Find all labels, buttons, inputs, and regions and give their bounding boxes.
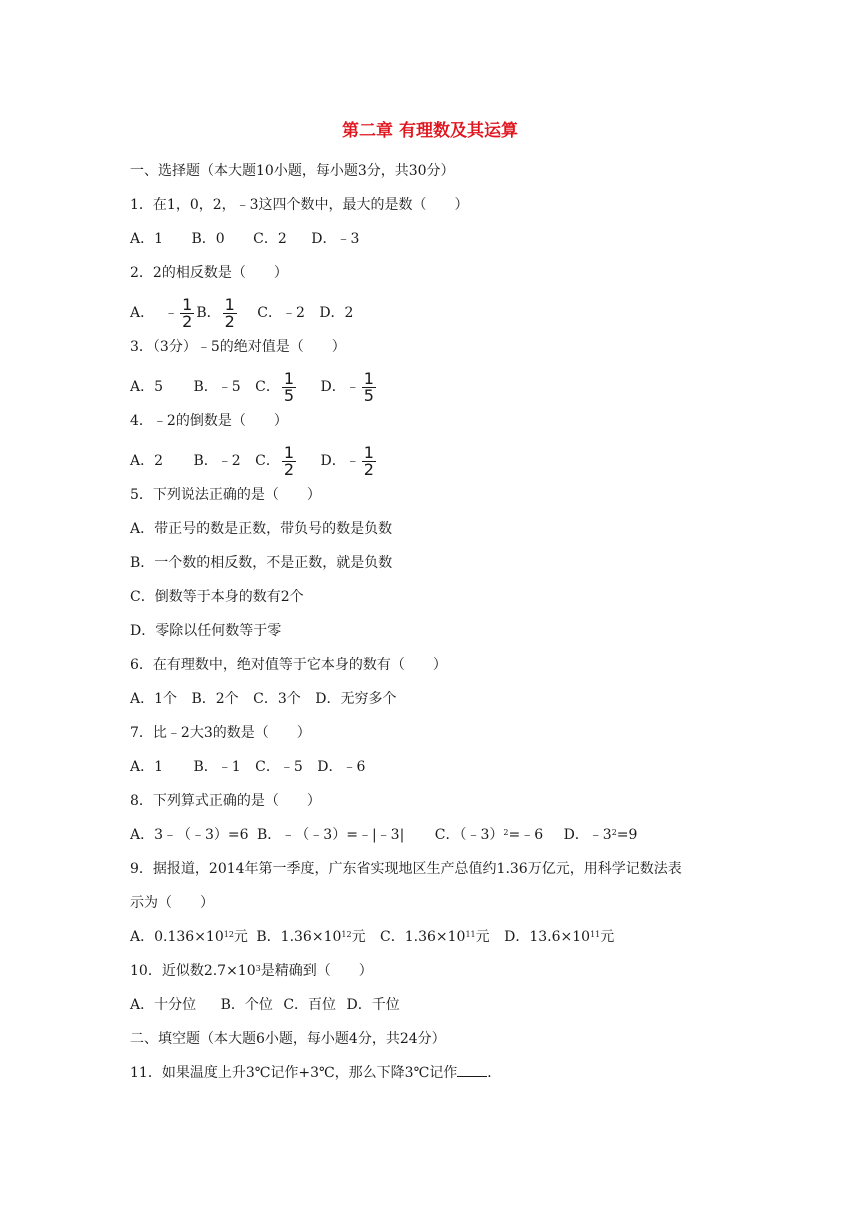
option-d: D．﹣6	[317, 759, 366, 775]
section-heading: 二、填空题（本大题6小题，每小题4分，共24分）	[130, 1031, 446, 1047]
option-row	[130, 753, 750, 787]
chapter-title: 第二章 有理数及其运算	[342, 121, 518, 141]
option-a: A．1	[130, 231, 164, 247]
question-stem: 8．下列算式正确的是（ ）	[130, 793, 321, 809]
fraction: $\frac{1}{5}$	[283, 368, 295, 405]
option-b: B．个位	[220, 997, 273, 1013]
question-stem: 5．下列说法正确的是（ ）	[130, 487, 321, 503]
option-c: C．3个	[253, 691, 301, 707]
option-b: B．0	[191, 231, 225, 247]
option-c: C．（﹣3）$^2$=﹣6	[434, 827, 544, 843]
question-stem: 9．据报道，2014年第一季度，广东省实现地区生产总值约1.36万亿元，用科学记数法表	[130, 861, 682, 877]
option-d: D．2	[319, 305, 354, 321]
option-d: D．$13.6\times 10^{11}$元	[504, 929, 615, 945]
option-a-label: A．	[130, 305, 155, 321]
option-row	[130, 991, 750, 1025]
option-c: C．2	[253, 231, 287, 247]
minus-sign: ﹣	[164, 305, 179, 321]
question-stem: 7．比﹣2大3的数是（ ）	[130, 725, 311, 741]
option-c-label: C．	[255, 453, 280, 469]
section-heading: 一、选择题（本大题10小题，每小题3分，共30分）	[130, 163, 455, 179]
option-a: A．3﹣（﹣3）=6	[130, 827, 249, 843]
question-stem-cont: 示为（ ）	[130, 895, 214, 911]
option-c: C．倒数等于本身的数有2个	[130, 589, 304, 605]
option-c: C．$1.36\times 10^{11}$元	[380, 929, 490, 945]
question-stem: 2．2的相反数是（ ）	[130, 265, 288, 281]
answer-blank[interactable]	[457, 1062, 487, 1077]
fraction: $\frac{1}{2}$	[182, 294, 193, 331]
question-stem: 6．在有理数中，绝对值等于它本身的数有（ ）	[130, 657, 447, 673]
option-c: C．﹣2	[257, 305, 305, 321]
fraction: $\frac{1}{2}$	[363, 442, 374, 479]
option-row	[130, 225, 750, 259]
option-a: A．$0.136\times 10^{12}$元	[130, 929, 248, 945]
option-b: B．﹣5	[193, 379, 241, 395]
option-b: B．2个	[191, 691, 239, 707]
option-c: C．﹣5	[255, 759, 303, 775]
option-d: D．零除以任何数等于零	[130, 623, 282, 639]
option-b-label: B．	[196, 305, 221, 321]
option-d: D．千位	[346, 997, 400, 1013]
question-stem: 11．如果温度上升3℃记作+3℃，那么下降3℃记作 ．	[130, 1059, 750, 1093]
option-d-label: D．﹣	[320, 453, 360, 469]
option-row	[130, 821, 750, 855]
option-b: B．﹣1	[193, 759, 241, 775]
question-stem: 1．在1，0，2，﹣3这四个数中，最大的是数（ ）	[130, 197, 469, 213]
question-list	[130, 157, 750, 1093]
question-stem: 10．近似数$2.7\times 10^3$是精确到（ ）	[130, 963, 373, 979]
option-d: D．﹣3	[311, 231, 360, 247]
option-c: C．百位	[283, 997, 337, 1013]
option-row	[130, 923, 750, 957]
option-b: B．﹣2	[193, 453, 241, 469]
option-d: D．无穷多个	[315, 691, 397, 707]
option-row	[130, 367, 750, 407]
option-b: B．一个数的相反数，不是正数，就是负数	[130, 555, 393, 571]
option-a: A．十分位	[130, 997, 197, 1013]
fraction: $\frac{1}{2}$	[283, 442, 295, 479]
question-stem: 3．（3分）﹣5的绝对值是（ ）	[130, 339, 346, 355]
option-a: A．1	[130, 759, 164, 775]
option-row	[130, 441, 750, 481]
option-c-label: C．	[255, 379, 280, 395]
option-row	[130, 685, 750, 719]
option-b: B．﹣（﹣3）=﹣|﹣3|	[257, 827, 405, 843]
option-d-label: D．﹣	[320, 379, 360, 395]
option-d: D．$﹣3^2=9$	[563, 827, 638, 843]
option-b: B．$1.36\times 10^{12}$元	[256, 929, 366, 945]
option-a: A．带正号的数是正数，带负号的数是负数	[130, 521, 393, 537]
fraction: $\frac{1}{2}$	[224, 294, 235, 331]
option-a: A．2	[130, 453, 164, 469]
question-stem: 4．﹣2的倒数是（ ）	[130, 413, 288, 429]
fraction: $\frac{1}{5}$	[363, 368, 374, 405]
option-a: A．1个	[130, 691, 178, 707]
option-row	[130, 293, 750, 333]
option-a: A．5	[130, 379, 164, 395]
